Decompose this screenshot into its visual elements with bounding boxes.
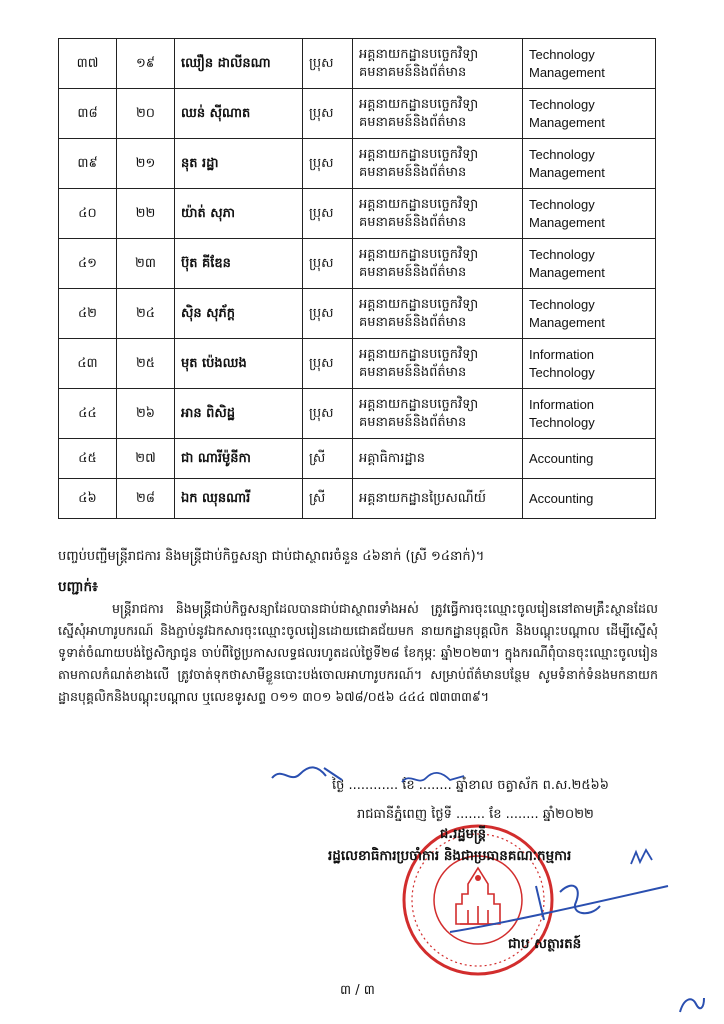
department-cell-text: គមនាគមន៍និងព័ត៌មាន — [359, 364, 467, 380]
name-cell — [175, 89, 303, 139]
field-cell-text: Management — [529, 264, 605, 280]
row-number-cell — [59, 389, 117, 439]
row-number-cell — [59, 39, 117, 89]
department-cell-text: អគ្គនាយកដ្ឋានបច្ចេកវិទ្យា — [359, 346, 479, 362]
lunar-date-line: ថ្ងៃ ............ ខែ ........ ឆ្នាំខាល ចត្វាស័ក ព.ស.២៥៦៦ — [332, 778, 609, 793]
gender-cell-text: ប្រុស — [309, 255, 334, 271]
field-cell — [523, 289, 656, 339]
gender-cell-text: ស្រី — [309, 490, 326, 506]
field-cell-text: Accounting — [529, 450, 594, 466]
corner-initials-icon — [674, 990, 708, 1018]
field-cell-text: Management — [529, 114, 605, 130]
sub-number-cell — [117, 39, 175, 89]
gender-cell — [303, 339, 353, 389]
name-cell — [175, 239, 303, 289]
sub-number-cell — [117, 89, 175, 139]
row-number-cell — [59, 339, 117, 389]
minister-label: ជ.រដ្ឋមន្ត្រី — [440, 827, 486, 842]
gender-cell — [303, 239, 353, 289]
row-number-cell-text: ៤៤ — [78, 405, 97, 421]
gender-cell — [303, 89, 353, 139]
page-number: ៣ / ៣ — [340, 983, 375, 998]
name-cell — [175, 339, 303, 389]
department-cell-text: គមនាគមន៍និងព័ត៌មាន — [359, 264, 467, 280]
row-number-cell-text: ៣៩ — [77, 155, 98, 171]
name-cell — [175, 389, 303, 439]
sub-number-cell-text: ២២ — [135, 205, 156, 221]
field-cell-text: Technology — [529, 46, 595, 62]
gender-cell-text: ប្រុស — [309, 405, 334, 421]
gender-cell — [303, 289, 353, 339]
table-row — [59, 139, 656, 189]
gender-cell-text: ប្រុស — [309, 355, 334, 371]
name-cell-text: ឯក ឈុនណារី — [181, 490, 251, 506]
gender-cell — [303, 139, 353, 189]
department-cell-text: អគ្គាធិការដ្ឋាន — [359, 450, 426, 466]
table-row — [59, 289, 656, 339]
field-cell-text: Management — [529, 164, 605, 180]
field-cell — [523, 39, 656, 89]
table-row — [59, 189, 656, 239]
department-cell-text: អគ្គនាយកដ្ឋានប្រៃសណីយ៍ — [359, 490, 487, 506]
field-cell — [523, 479, 656, 519]
field-cell-text: Technology — [529, 414, 595, 430]
row-number-cell — [59, 139, 117, 189]
name-cell-text: ឈឿន ដាលីនណា — [181, 55, 271, 71]
department-cell — [353, 479, 523, 519]
name-cell-text: នុត រដ្ឋា — [181, 155, 219, 171]
name-cell — [175, 189, 303, 239]
name-cell — [175, 479, 303, 519]
field-cell-text: Information — [529, 346, 595, 362]
field-cell — [523, 139, 656, 189]
department-cell — [353, 89, 523, 139]
table-row — [59, 479, 656, 519]
name-cell-text: ជា ណារីម៉ូនីកា — [181, 450, 251, 466]
row-number-cell-text: ៣៨ — [77, 105, 98, 121]
table-row — [59, 89, 656, 139]
name-cell-text: អាន ពិសិដ្ឋ — [181, 405, 236, 421]
sub-number-cell-text: ១៩ — [135, 55, 156, 71]
row-number-cell-text: ៤១ — [77, 255, 98, 271]
name-cell — [175, 439, 303, 479]
sub-number-cell — [117, 189, 175, 239]
field-cell — [523, 189, 656, 239]
department-cell-text: គមនាគមន៍និងព័ត៌មាន — [359, 414, 467, 430]
row-number-cell — [59, 479, 117, 519]
field-cell-text: Technology — [529, 246, 595, 262]
department-cell — [353, 439, 523, 479]
field-cell — [523, 339, 656, 389]
department-cell — [353, 39, 523, 89]
row-number-cell — [59, 189, 117, 239]
name-cell-text: ប៊ុត គីឌែន — [181, 255, 231, 271]
department-cell-text: គមនាគមន៍និងព័ត៌មាន — [359, 64, 467, 80]
sub-number-cell-text: ២៦ — [135, 405, 156, 421]
row-number-cell-text: ៤០ — [78, 205, 97, 221]
field-cell-text: Technology — [529, 364, 595, 380]
department-cell-text: គមនាគមន៍និងព័ត៌មាន — [359, 214, 467, 230]
department-cell-text: គមនាគមន៍និងព័ត៌មាន — [359, 114, 467, 130]
name-cell — [175, 139, 303, 189]
department-cell — [353, 189, 523, 239]
name-cell-text: ឈន់ ស៊ីណាត — [181, 105, 251, 121]
sub-number-cell — [117, 139, 175, 189]
department-cell-text: អគ្គនាយកដ្ឋានបច្ចេកវិទ្យា — [359, 96, 479, 112]
field-cell — [523, 439, 656, 479]
table-row — [59, 439, 656, 479]
sub-number-cell — [117, 339, 175, 389]
field-cell — [523, 239, 656, 289]
department-cell-text: អគ្គនាយកដ្ឋានបច្ចេកវិទ្យា — [359, 146, 479, 162]
gender-cell-text: ប្រុស — [309, 155, 334, 171]
name-cell-text: យ៉ាត់ សុភា — [181, 205, 236, 221]
name-cell-text: មុត ប៉េងឈង — [181, 355, 247, 371]
gender-cell-text: ស្រី — [309, 450, 326, 466]
table-row — [59, 39, 656, 89]
department-cell — [353, 289, 523, 339]
field-cell-text: Accounting — [529, 490, 594, 506]
sub-number-cell-text: ២៧ — [135, 450, 156, 466]
note-body: មន្ត្រីរាជការ និងមន្ត្រីជាប់កិច្ចសន្យាដែលបានជាប់ជាស្ថាពរទាំងអស់ ត្រូវធ្វើការចុះឈ្មោះចូលរៀននៅតាមគ្រឹះស្ថានដែលស្នើសុំអាហារូបករណ៍ និងភ្ជាប់នូវឯកសារចុះឈ្មោះចូលរៀនដោយជោគជ័យមក នាយកដ្ឋានបុគ្គលិក និងបណ្តុះបណ្តាល ដើម្បីស្នើសុំទូទាត់ចំណាយបង់ថ្លៃសិក្សាជូន ចាប់ពីថ្ងៃប្រកាសលទ្ធផលរហូតដល់ថ្ងៃទី២៨ ខែកុម្ភៈ ឆ្នាំ២០២៣។ ក្នុងករណីពុំបានចុះឈ្មោះចូលរៀនតាមកាលកំណត់ខាងលើ ត្រូវចាត់ទុកថាសាមីខ្លួនបោះបង់ចោលអាហារូបករណ៍។ សម្រាប់ព័ត៌មានបន្ថែម សូមទំនាក់ទំនងមកនាយកដ្ឋានបុគ្គលិកនិងបណ្តុះបណ្តាល ឬលេខទូរសព្ទ ០១១ ៣០១ ៦៧៨/០៥៦ ៤៤៤ ៧៣៣៣៩។ — [58, 601, 658, 704]
sub-number-cell-text: ២៨ — [135, 490, 156, 506]
department-cell-text: អគ្គនាយកដ្ឋានបច្ចេកវិទ្យា — [359, 196, 479, 212]
handwritten-mark-icon — [268, 762, 348, 786]
department-cell-text: អគ្គនាយកដ្ឋានបច្ចេកវិទ្យា — [359, 46, 479, 62]
sub-number-cell-text: ២៥ — [135, 355, 156, 371]
row-number-cell-text: ៤៦ — [78, 490, 97, 506]
field-cell-text: Technology — [529, 146, 595, 162]
sub-number-cell — [117, 239, 175, 289]
department-cell-text: គមនាគមន៍និងព័ត៌មាន — [359, 164, 467, 180]
field-cell-text: Management — [529, 214, 605, 230]
sub-number-cell — [117, 439, 175, 479]
sub-number-cell-text: ២០ — [135, 105, 156, 121]
department-cell — [353, 389, 523, 439]
field-cell-text: Technology — [529, 296, 595, 312]
solar-date-line: រាជធានីភ្នំពេញ ថ្ងៃទី ....... ខែ ........ ឆ្នាំ២០២២ — [357, 807, 594, 822]
gender-cell — [303, 189, 353, 239]
department-cell-text: អគ្គនាយកដ្ឋានបច្ចេកវិទ្យា — [359, 396, 479, 412]
field-cell-text: Information — [529, 396, 595, 412]
signer-name: ជាប សត្ថារតន៍ — [508, 936, 582, 952]
department-cell — [353, 239, 523, 289]
department-cell-text: អគ្គនាយកដ្ឋានបច្ចេកវិទ្យា — [359, 296, 479, 312]
field-cell-text: Management — [529, 64, 605, 80]
gender-cell — [303, 479, 353, 519]
row-number-cell-text: ៣៧ — [76, 55, 99, 71]
department-cell — [353, 139, 523, 189]
table-row — [59, 239, 656, 289]
row-number-cell — [59, 439, 117, 479]
sub-number-cell — [117, 479, 175, 519]
roster-table — [58, 38, 656, 519]
row-number-cell-text: ៤៥ — [78, 450, 97, 466]
field-cell — [523, 389, 656, 439]
table-row — [59, 389, 656, 439]
row-number-cell — [59, 239, 117, 289]
gender-cell — [303, 439, 353, 479]
gender-cell-text: ប្រុស — [309, 205, 334, 221]
field-cell-text: Technology — [529, 96, 595, 112]
name-cell — [175, 39, 303, 89]
sub-number-cell — [117, 289, 175, 339]
sub-number-cell-text: ២៣ — [135, 255, 156, 271]
department-cell-text: អគ្គនាយកដ្ឋានបច្ចេកវិទ្យា — [359, 246, 479, 262]
name-cell-text: ស៊ិន សុភ័ក្ត — [181, 305, 236, 321]
field-cell-text: Technology — [529, 196, 595, 212]
field-cell-text: Management — [529, 314, 605, 330]
signer-title: រដ្ឋលេខាធិការប្រចាំការ និងជាប្រធានគណៈកម្មការ — [328, 848, 572, 864]
gender-cell-text: ប្រុស — [309, 55, 334, 71]
handwritten-day-icon — [398, 768, 468, 788]
gender-cell — [303, 39, 353, 89]
row-number-cell — [59, 89, 117, 139]
sub-number-cell-text: ២៤ — [135, 305, 156, 321]
name-cell — [175, 289, 303, 339]
department-cell-text: គមនាគមន៍និងព័ត៌មាន — [359, 314, 467, 330]
gender-cell-text: ប្រុស — [309, 305, 334, 321]
gender-cell — [303, 389, 353, 439]
field-cell — [523, 89, 656, 139]
table-row — [59, 339, 656, 389]
row-number-cell — [59, 289, 117, 339]
sub-number-cell — [117, 389, 175, 439]
gender-cell-text: ប្រុស — [309, 105, 334, 121]
roster-table-body — [59, 39, 656, 519]
sub-number-cell-text: ២១ — [135, 155, 156, 171]
row-number-cell-text: ៤២ — [77, 305, 98, 321]
note-title: បញ្ជាក់៖ — [58, 579, 98, 595]
department-cell — [353, 339, 523, 389]
row-number-cell-text: ៤៣ — [77, 355, 98, 371]
summary-line: បញ្ចប់បញ្ជីមន្ត្រីរាជការ និងមន្ត្រីជាប់កិច្ចសន្យា ជាប់ជាស្ថាពរចំនួន ៤៦នាក់ (ស្រី ១៤នាក់)។ — [58, 549, 485, 564]
